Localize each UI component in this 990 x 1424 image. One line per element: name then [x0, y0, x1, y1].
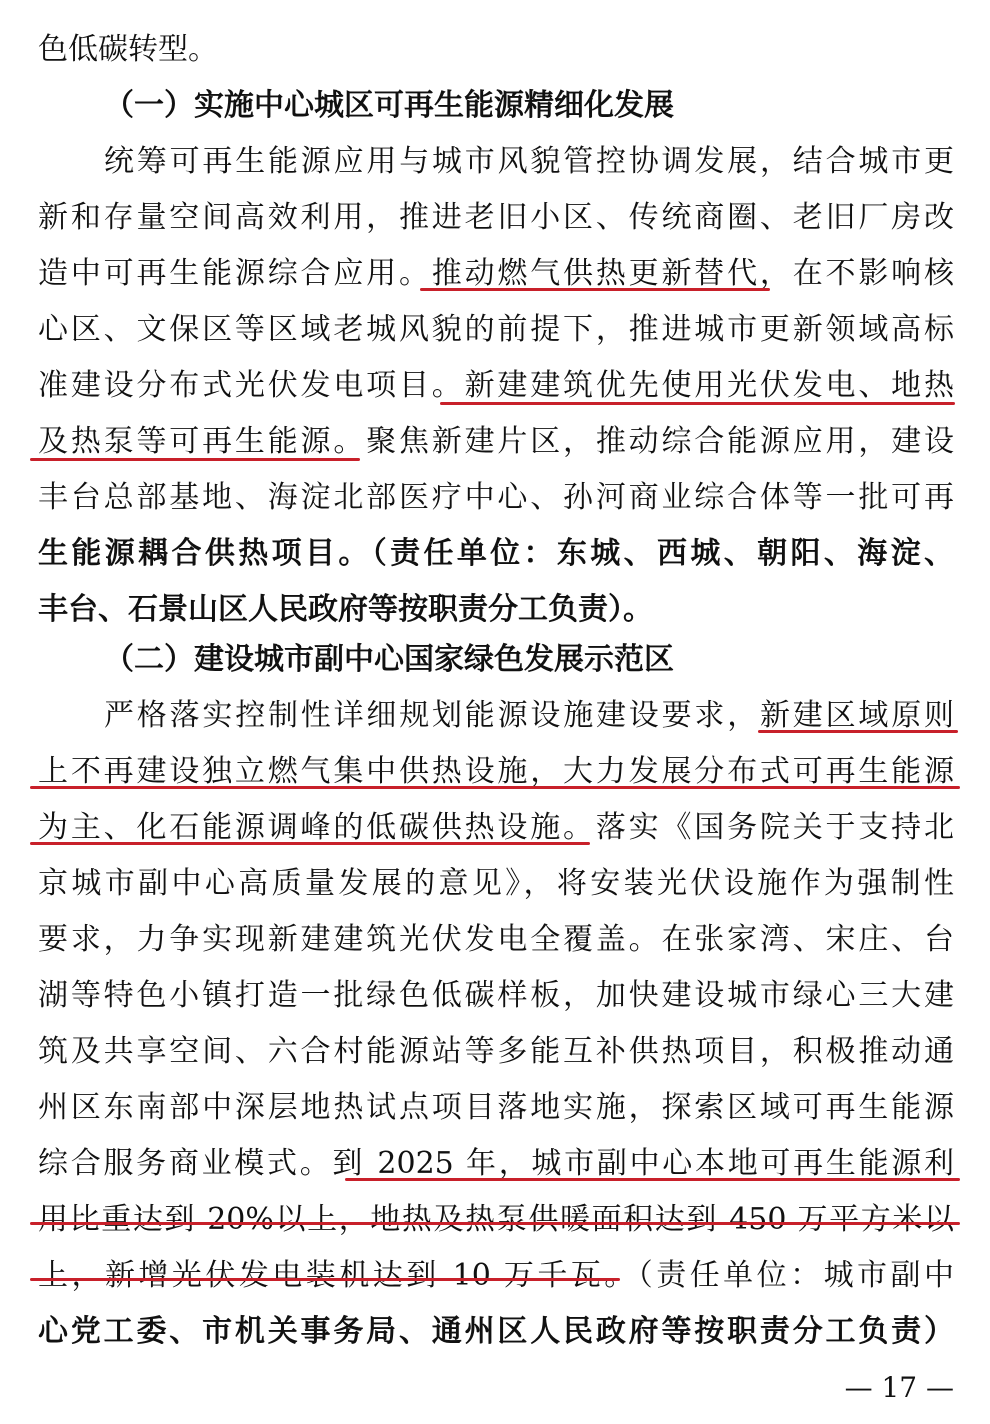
- text-line-11: 严格落实控制性详细规划能源设施建设要求，新建区域原则: [104, 698, 954, 733]
- highlight-underline: [30, 842, 590, 845]
- text-line-1: 色低碳转型。: [38, 32, 218, 67]
- text-line-12: 上不再建设独立燃气集中供热设施，大力发展分布式可再生能源: [38, 754, 954, 789]
- section-heading-1: （一）实施中心城区可再生能源精细化发展: [104, 88, 674, 123]
- highlight-underline: [440, 402, 955, 405]
- text-line-8: 丰台总部基地、海淀北部医疗中心、孙河商业综合体等一批可再: [38, 480, 954, 515]
- text-line-9: 生能源耦合供热项目。（责任单位：东城、西城、朝阳、海淀、: [38, 536, 954, 571]
- text-line-20: 用比重达到 20%以上，地热及热泵供暖面积达到 450 万平方米以: [38, 1202, 954, 1237]
- text-line-2: 统筹可再生能源应用与城市风貌管控协调发展，结合城市更: [104, 144, 954, 179]
- text-line-6: 准建设分布式光伏发电项目。新建建筑优先使用光伏发电、地热: [38, 368, 954, 403]
- text-line-18: 州区东南部中深层地热试点项目落地实施，探索区域可再生能源: [38, 1090, 954, 1125]
- highlight-underline: [30, 458, 360, 461]
- page-number: — 17 —: [844, 1371, 954, 1404]
- text-line-13: 为主、化石能源调峰的低碳供热设施。落实《国务院关于支持北: [38, 810, 954, 845]
- text-line-3: 新和存量空间高效利用，推进老旧小区、传统商圈、老旧厂房改: [38, 200, 954, 235]
- text-line-19: 综合服务商业模式。到 2025 年，城市副中心本地可再生能源利: [38, 1146, 954, 1181]
- text-line-16: 湖等特色小镇打造一批绿色低碳样板，加快建设城市绿心三大建: [38, 978, 954, 1013]
- text-line-21: 上，新增光伏发电装机达到 10 万千瓦。（责任单位：城市副中: [38, 1258, 954, 1293]
- text-line-14: 京城市副中心高质量发展的意见》，将安装光伏设施作为强制性: [38, 866, 954, 901]
- text-line-17: 筑及共享空间、六合村能源站等多能互补供热项目，积极推动通: [38, 1034, 954, 1069]
- highlight-underline: [420, 288, 770, 291]
- section-heading-2: （二）建设城市副中心国家绿色发展示范区: [104, 642, 674, 677]
- text-line-7: 及热泵等可再生能源。聚焦新建片区，推动综合能源应用，建设: [38, 424, 954, 459]
- text-line-4: 造中可再生能源综合应用。推动燃气供热更新替代，在不影响核: [38, 256, 954, 291]
- highlight-underline: [30, 1222, 960, 1225]
- highlight-underline: [30, 786, 960, 789]
- text-line-15: 要求，力争实现新建建筑光伏发电全覆盖。在张家湾、宋庄、台: [38, 922, 954, 957]
- text-line-5: 心区、文保区等区域老城风貌的前提下，推进城市更新领域高标: [38, 312, 954, 347]
- highlight-underline: [758, 730, 958, 733]
- text-line-10: 丰台、石景山区人民政府等按职责分工负责）。: [38, 592, 653, 627]
- highlight-underline: [345, 1178, 960, 1181]
- text-line-22: 心党工委、市机关事务局、通州区人民政府等按职责分工负责）: [38, 1314, 954, 1349]
- highlight-underline: [30, 1278, 620, 1281]
